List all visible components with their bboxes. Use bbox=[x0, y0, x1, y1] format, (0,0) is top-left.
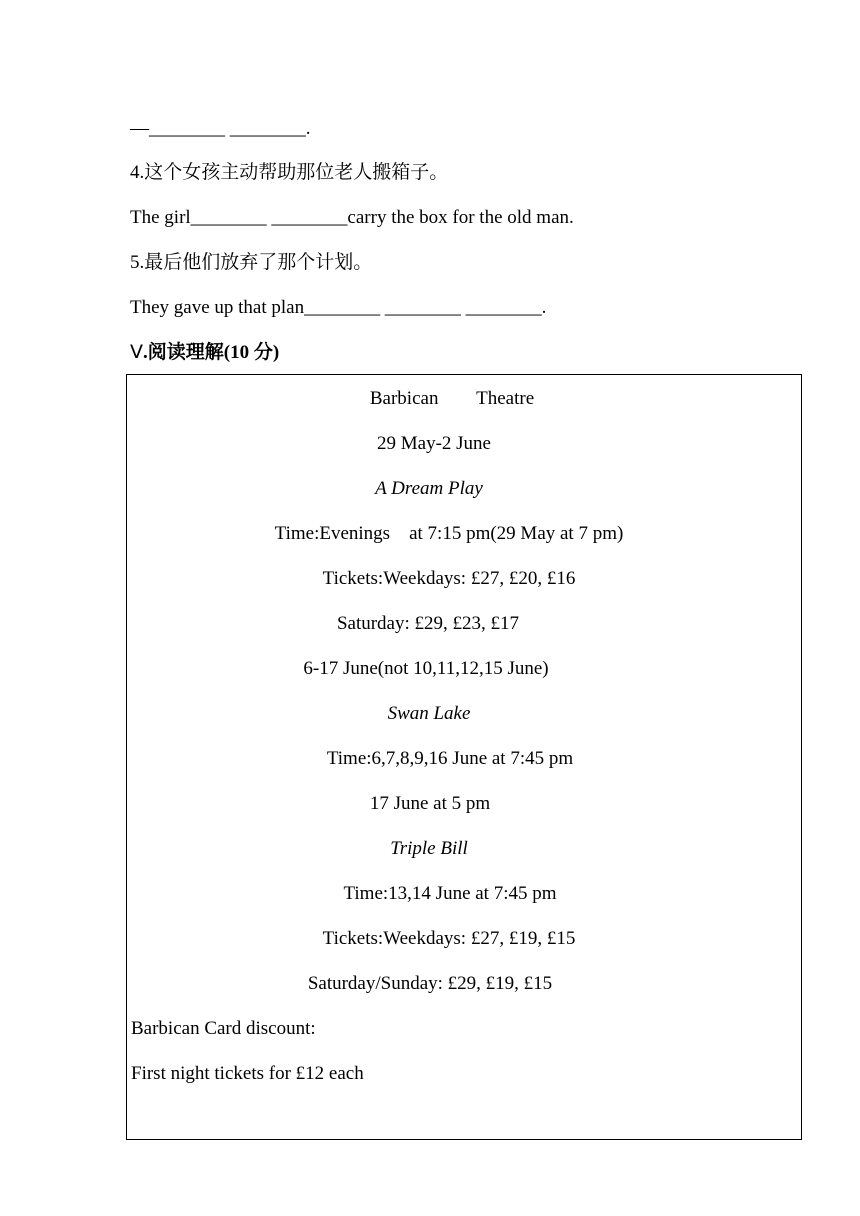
show-1-tickets-saturday: Saturday: £29, £23, £17 bbox=[336, 613, 520, 634]
question-5-sentence: They gave up that plan________ ________ ________. bbox=[130, 297, 547, 318]
dates-2: 6-17 June(not 10,11,12,15 June) bbox=[303, 658, 549, 679]
section-heading bbox=[130, 341, 279, 365]
question-4-prompt: 4.这个女孩主动帮助那位老人搬箱子。 bbox=[130, 162, 449, 183]
section-numeral: Ⅴ bbox=[130, 342, 143, 363]
show-1-tickets-weekdays: Tickets:Weekdays: £27, £20, £16 bbox=[322, 568, 576, 589]
venue-name: Barbican Theatre bbox=[369, 388, 535, 409]
discount-detail: First night tickets for £12 each bbox=[131, 1063, 364, 1084]
show-3-title: Triple Bill bbox=[390, 838, 468, 859]
question-4-sentence: The girl________ ________carry the box for the old man. bbox=[130, 207, 574, 228]
theatre-notice-box bbox=[126, 374, 802, 1140]
show-2-time-2: 17 June at 5 pm bbox=[369, 793, 491, 814]
discount-label: Barbican Card discount: bbox=[131, 1018, 316, 1039]
dates-1: 29 May-2 June bbox=[377, 433, 491, 454]
tickets-weekend: Saturday/Sunday: £29, £19, £15 bbox=[307, 973, 553, 994]
show-3-time: Time:13,14 June at 7:45 pm bbox=[343, 883, 557, 904]
show-2-time: Time:6,7,8,9,16 June at 7:45 pm bbox=[326, 748, 574, 769]
show-1-time: Time:Evenings at 7:15 pm(29 May at 7 pm) bbox=[274, 523, 624, 544]
show-1-title: A Dream Play bbox=[375, 478, 483, 499]
question-5-prompt: 5.最后他们放弃了那个计划。 bbox=[130, 252, 373, 273]
previous-answer-line: —________ ________. bbox=[130, 118, 311, 139]
section-title: .阅读理解(10 分) bbox=[143, 342, 280, 363]
tickets-weekdays: Tickets:Weekdays: £27, £19, £15 bbox=[322, 928, 576, 949]
show-2-title: Swan Lake bbox=[387, 703, 471, 724]
